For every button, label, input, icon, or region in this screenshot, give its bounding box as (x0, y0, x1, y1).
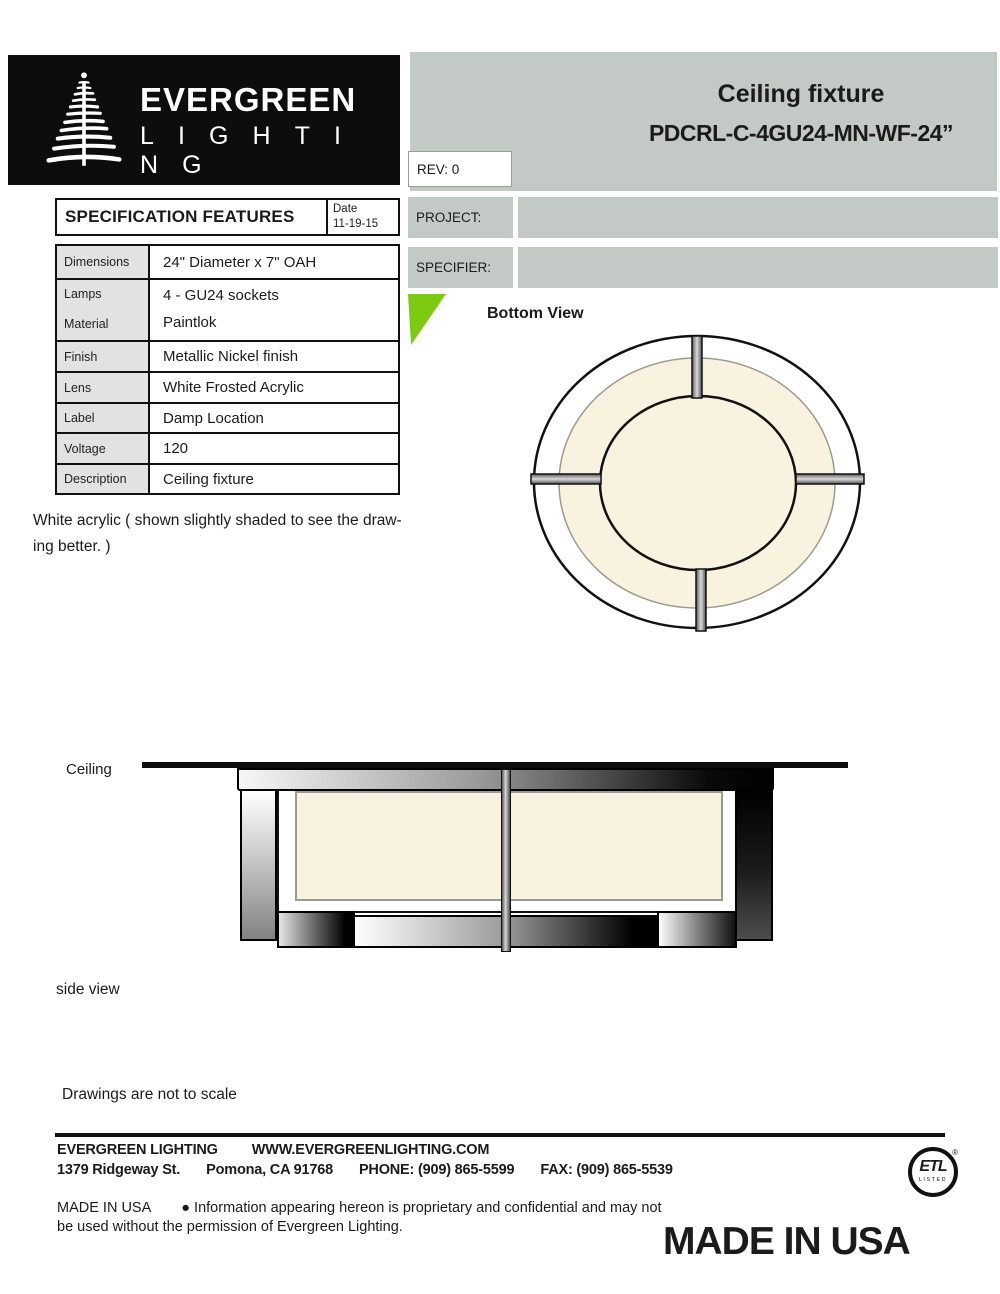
scale-note: Drawings are not to scale (62, 1086, 237, 1103)
spec-value-description: Ceiling fixture (163, 470, 254, 488)
date-label: Date (333, 203, 358, 215)
side-view-right-wall (735, 789, 773, 941)
disclaimer-line2: be used without the permission of Evergreen Lighting. (57, 1219, 403, 1235)
spoke-left (531, 474, 601, 484)
spec-label-dimensions: Dimensions (57, 246, 150, 278)
ceiling-label: Ceiling (66, 761, 112, 778)
spec-label-lamps: Lamps (64, 287, 102, 301)
spec-label-label: Label (57, 404, 150, 432)
date-value: 11-19-15 (333, 218, 379, 230)
spec-value-dimensions: 24" Diameter x 7" OAH (163, 253, 317, 271)
specifier-label (408, 247, 513, 288)
side-view-label: side view (56, 981, 120, 998)
table-row (57, 280, 398, 342)
disclaimer-text1: ● Information appearing hereon is proprietary and confidential and may not (181, 1200, 662, 1216)
footer-contact-line (57, 1162, 699, 1178)
table-row (57, 434, 398, 465)
specifier-field (518, 247, 998, 288)
acrylic-note-line1: White acrylic ( shown slightly shaded to see the draw- (33, 512, 402, 529)
spec-value-voltage: 120 (163, 440, 189, 457)
table-row (57, 465, 398, 493)
spec-label-material: Material (64, 317, 109, 331)
spec-value-material: Paintlok (163, 314, 217, 331)
side-view-right-step (657, 911, 737, 948)
spec-label-lamps-material (57, 280, 150, 340)
footer-phone: PHONE: (909) 865-5599 (358, 1162, 515, 1178)
footer-website: WWW.EVERGREENLIGHTING.COM (251, 1142, 490, 1158)
table-row (57, 342, 398, 373)
footer-company-line (57, 1142, 523, 1158)
table-row (57, 246, 398, 280)
project-label-text: PROJECT: (416, 210, 482, 225)
registered-mark-icon: ® (952, 1148, 958, 1157)
bottom-view-label: Bottom View (487, 305, 584, 322)
acrylic-note (33, 508, 503, 560)
made-in-usa-large: MADE IN USA (663, 1220, 910, 1263)
fixture-inner-lens (600, 396, 796, 570)
footer-fax: FAX: (909) 865-5539 (540, 1162, 673, 1178)
spec-label-lens: Lens (57, 373, 150, 402)
side-view-left-step (277, 911, 355, 948)
spec-date-cell (326, 200, 398, 234)
spec-table-title: SPECIFICATION FEATURES (65, 207, 295, 226)
specifier-label-text: SPECIFIER: (416, 260, 492, 275)
spec-value-finish: Metallic Nickel finish (163, 348, 299, 365)
footer-address: 1379 Ridgeway St. (57, 1162, 181, 1178)
side-view-center-stem (501, 769, 511, 952)
model-number: PDCRL-C-4GU24-MN-WF-24” (648, 120, 954, 146)
pine-tree-icon (38, 69, 130, 173)
acrylic-note-line2: ing better. ) (33, 538, 111, 555)
brand-wordmark (140, 81, 400, 180)
etl-letters: ETL (919, 1158, 947, 1175)
bottom-view-drawing (520, 325, 880, 645)
spec-value-lens: White Frosted Acrylic (163, 379, 304, 396)
etl-listed-icon (908, 1147, 958, 1197)
spec-table-header (55, 198, 400, 236)
table-row (57, 373, 398, 404)
footer-city: Pomona, CA 91768 (206, 1162, 333, 1178)
green-corner-accent (408, 294, 446, 345)
spec-label-voltage: Voltage (57, 434, 150, 463)
brand-name-top: EVERGREEN (140, 81, 357, 118)
revision-box (408, 151, 512, 187)
footer-rule (55, 1133, 945, 1137)
spoke-bottom (696, 569, 706, 631)
disclaimer-line1 (57, 1200, 662, 1216)
spoke-right (796, 474, 864, 484)
spec-value-label: Damp Location (163, 409, 264, 427)
made-in-usa-small: MADE IN USA (57, 1200, 152, 1216)
spec-value-lamps-material (150, 280, 398, 340)
side-view-left-wall (240, 789, 277, 941)
revision-value: REV: 0 (417, 161, 460, 177)
project-field (518, 197, 998, 238)
etl-listed-text: LISTED (918, 1177, 948, 1183)
brand-name-bottom: L I G H T I N G (140, 122, 366, 179)
product-title: Ceiling fixture (717, 80, 885, 108)
project-label (408, 197, 513, 238)
spec-label-finish: Finish (57, 342, 150, 371)
spec-value-lamps: 4 - GU24 sockets (163, 287, 279, 304)
spec-table (55, 244, 400, 495)
footer-company: EVERGREEN LIGHTING (57, 1142, 218, 1158)
spec-label-description: Description (57, 465, 150, 493)
spoke-top (692, 336, 702, 398)
brand-logo-box (8, 55, 400, 185)
table-row (57, 404, 398, 434)
